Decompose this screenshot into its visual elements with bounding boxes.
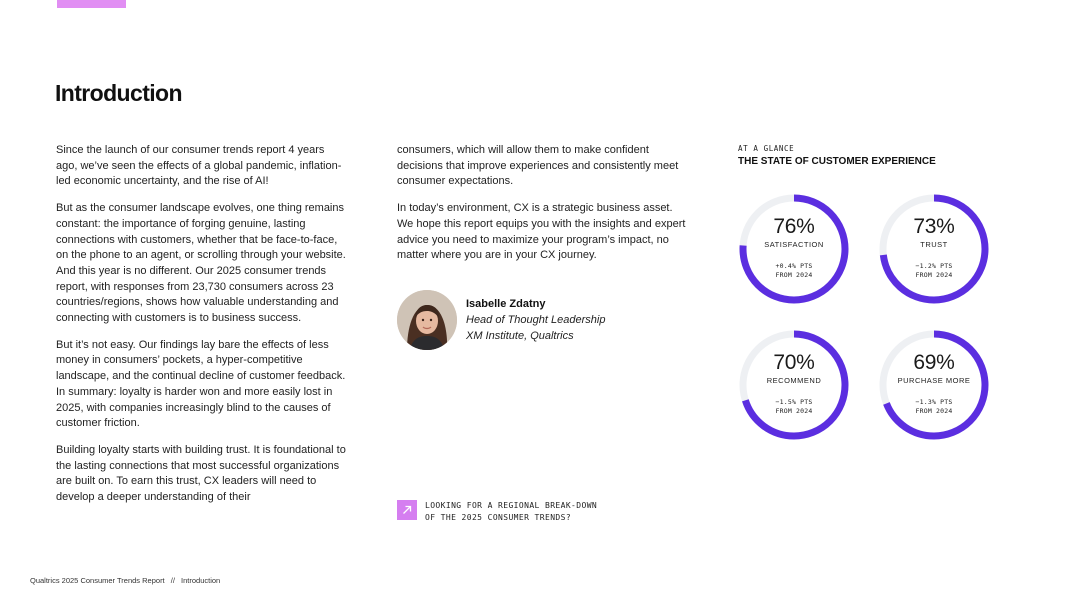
page-title: Introduction xyxy=(55,80,182,106)
author-block xyxy=(397,290,697,352)
person-portrait-icon xyxy=(397,290,457,350)
gauge-value: 73% xyxy=(913,215,955,238)
gauge-ring-trust xyxy=(877,192,991,306)
regional-breakdown-text[interactable] xyxy=(425,500,645,523)
gauge-ring-satisfaction xyxy=(737,192,851,306)
gauge-ring-purchase-more xyxy=(877,328,991,442)
cta-line-1[interactable]: LOOKING FOR A REGIONAL BREAK-DOWN xyxy=(425,501,598,510)
gauge-value: 69% xyxy=(913,351,955,374)
author-name: Isabelle Zdatny xyxy=(466,298,546,310)
gauge-purchase-more xyxy=(877,328,991,442)
intro-paragraph-5: consumers, which will allow them to make confident decisions that improve experiences and consistently meet consumer expectations. xyxy=(397,144,679,188)
gauge-delta: −1.3% PTS xyxy=(915,398,953,406)
intro-middle-column xyxy=(397,143,691,275)
footer-section: Introduction xyxy=(181,576,221,585)
gauge-recommend xyxy=(737,328,851,442)
page-footer xyxy=(30,576,220,585)
footer-brand: Qualtrics 2025 Consumer Trends Report xyxy=(30,576,165,585)
gauge-baseline: FROM 2024 xyxy=(775,271,813,279)
gauge-delta: −1.2% PTS xyxy=(915,262,953,270)
intro-paragraph-3: But it’s not easy. Our findings lay bare the effects of less money in consumers’ pockets, a hyper-competitive landscape, and the continual decline of customer feedback. In summary: loyalty is harder won and more easily lost in 2025, with companies increasingly blind to the causes of customer friction. xyxy=(56,338,346,430)
cta-line-2[interactable]: OF THE 2025 CONSUMER TRENDS? xyxy=(425,512,572,522)
gauge-label: RECOMMEND xyxy=(766,376,822,385)
top-accent-tab xyxy=(57,0,126,8)
gauge-label: TRUST xyxy=(920,240,948,249)
gauge-delta: +0.4% PTS xyxy=(775,262,813,270)
gauge-delta: −1.5% PTS xyxy=(775,398,813,406)
author-details xyxy=(466,296,605,344)
intro-paragraph-4: Building loyalty starts with building trust. It is foundational to the lasting connections that most successful organizations are built on. To earn this trust, CX leaders will need to develop a deeper understanding of their xyxy=(56,443,346,504)
glance-eyebrow: AT A GLANCE xyxy=(738,144,795,153)
intro-paragraph-2: But as the consumer landscape evolves, one thing remains constant: the importance of forging genuine, lasting connections with customers, whether that be face-to-face, on the phone to an agent, or scrolling through your website. And this year is no different. Our 2025 consumer trends report, with responses from 23,730 consumers across 23 countries/regions, shows how valuable understanding and connecting with customers is to business success. xyxy=(56,202,346,325)
gauge-value: 76% xyxy=(773,215,815,238)
gauge-satisfaction xyxy=(737,192,851,306)
gauge-label: SATISFACTION xyxy=(764,240,824,249)
intro-paragraph-1: Since the launch of our consumer trends report 4 years ago, we’ve seen the effects of a global pandemic, inflation-led economic uncertainty, and the rise of AI! xyxy=(56,144,342,188)
gauge-value: 70% xyxy=(773,351,815,374)
author-organization: XM Institute, Qualtrics xyxy=(466,330,574,342)
gauge-ring-recommend xyxy=(737,328,851,442)
gauge-trust xyxy=(877,192,991,306)
author-role: Head of Thought Leadership xyxy=(466,314,606,326)
gauge-baseline: FROM 2024 xyxy=(775,407,813,415)
gauge-baseline: FROM 2024 xyxy=(915,271,953,279)
glance-title: THE STATE OF CUSTOMER EXPERIENCE xyxy=(738,156,936,167)
gauge-label: PURCHASE MORE xyxy=(897,376,971,385)
intro-left-column xyxy=(56,143,348,517)
intro-paragraph-6: In today’s environment, CX is a strategic business asset. We hope this report equips you with the insights and expert advice you need to maximize your program’s impact, no matter where you are in your CX journey. xyxy=(397,202,686,262)
footer-separator: // xyxy=(170,576,175,585)
gauge-baseline: FROM 2024 xyxy=(915,407,953,415)
arrow-up-right-icon[interactable] xyxy=(397,500,417,520)
